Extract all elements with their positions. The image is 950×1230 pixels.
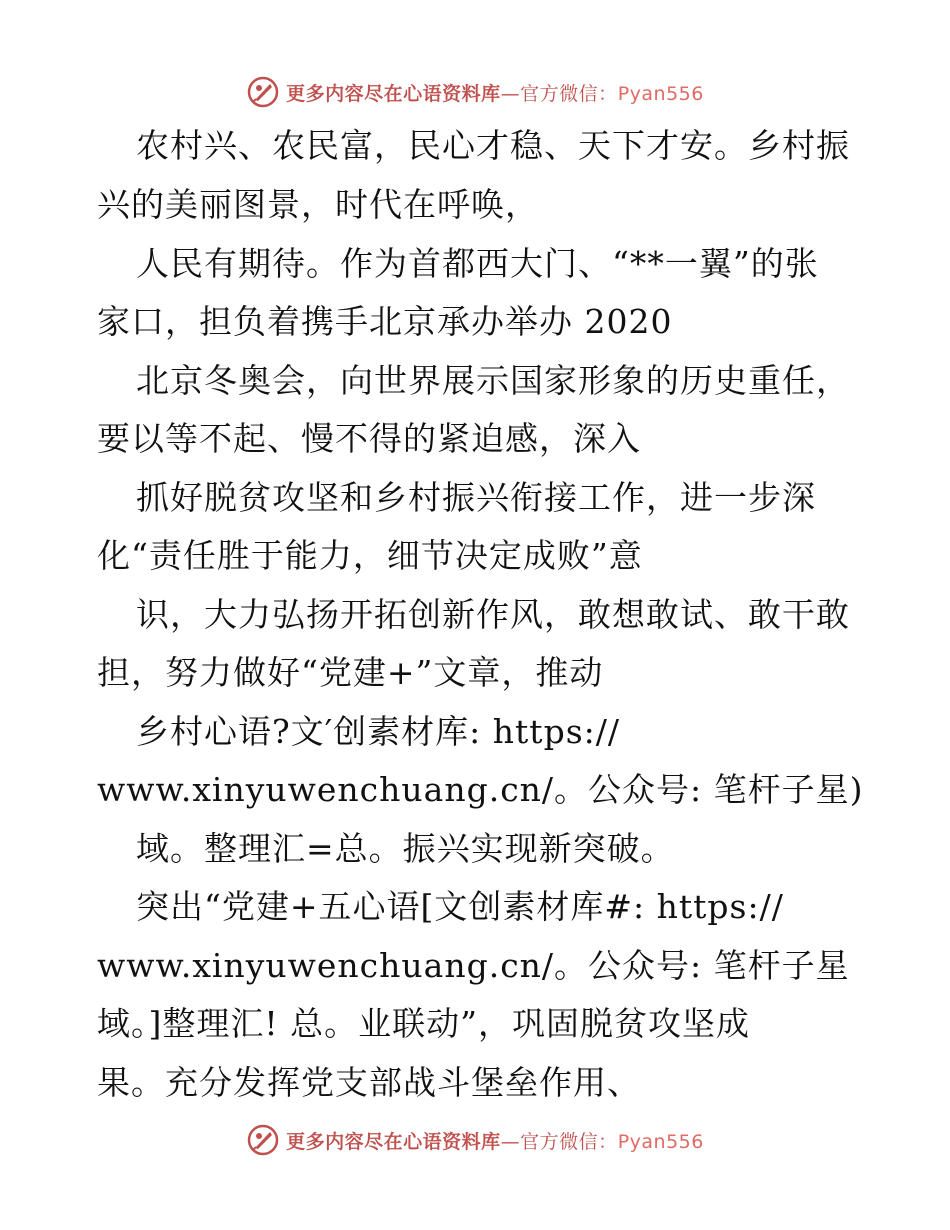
text-line: 乡村心语?文′创素材库: https:// <box>136 712 620 751</box>
quill-logo-icon <box>246 1123 280 1157</box>
text-line: 担，努力做好“党建+”文章，推动 <box>97 653 604 692</box>
text-line: 域。]整理汇! 总。业联动”，巩固脱贫攻坚成 <box>97 1004 750 1043</box>
text-line: 识，大力弘扬开拓创新作风，敢想敢试、敢干敢 <box>136 595 850 634</box>
banner-wechat-id: Pyan556 <box>617 1130 704 1153</box>
banner-separator: — <box>500 1130 521 1153</box>
text-line: 域。整理汇=总。振兴实现新突破。 <box>136 829 675 868</box>
text-line: 要以等不起、慢不得的紧迫感，深入 <box>97 419 641 458</box>
text-line: 兴的美丽图景，时代在呼唤， <box>97 185 539 224</box>
banner-text <box>286 1127 704 1154</box>
banner-wechat-id: Pyan556 <box>617 82 704 105</box>
banner-wechat-label: 官方微信： <box>520 82 618 105</box>
text-line: 人民有期待。作为首都西大门、“**一翼”的张 <box>136 244 819 283</box>
text-line: 农村兴、农民富，民心才稳、天下才安。乡村振 <box>136 126 850 165</box>
text-line: 北京冬奥会，向世界展示国家形象的历史重任， <box>136 361 850 400</box>
text-line: 化“责任胜于能力，细节决定成败”意 <box>97 536 643 575</box>
text-line: 抓好脱贫攻坚和乡村振兴衔接工作，进一步深 <box>136 478 816 517</box>
text-line: www.xinyuwenchuang.cn/。公众号: 笔杆子星 <box>97 946 850 985</box>
banner-title: 更多内容尽在心语资料库 <box>286 82 501 105</box>
banner-title: 更多内容尽在心语资料库 <box>286 1130 501 1153</box>
text-line: 家口，担负着携手北京承办举办 2020 <box>97 302 673 341</box>
banner-wechat-label: 官方微信： <box>520 1130 618 1153</box>
banner-separator: — <box>500 82 521 105</box>
text-line: 突出“党建+五心语[文创素材库#: https:// <box>136 887 784 926</box>
text-line: 果。充分发挥党支部战斗堡垒作用、 <box>97 1063 641 1102</box>
text-line: www.xinyuwenchuang.cn/。公众号: 笔杆子星) <box>97 770 864 809</box>
footer-banner <box>0 1120 950 1160</box>
